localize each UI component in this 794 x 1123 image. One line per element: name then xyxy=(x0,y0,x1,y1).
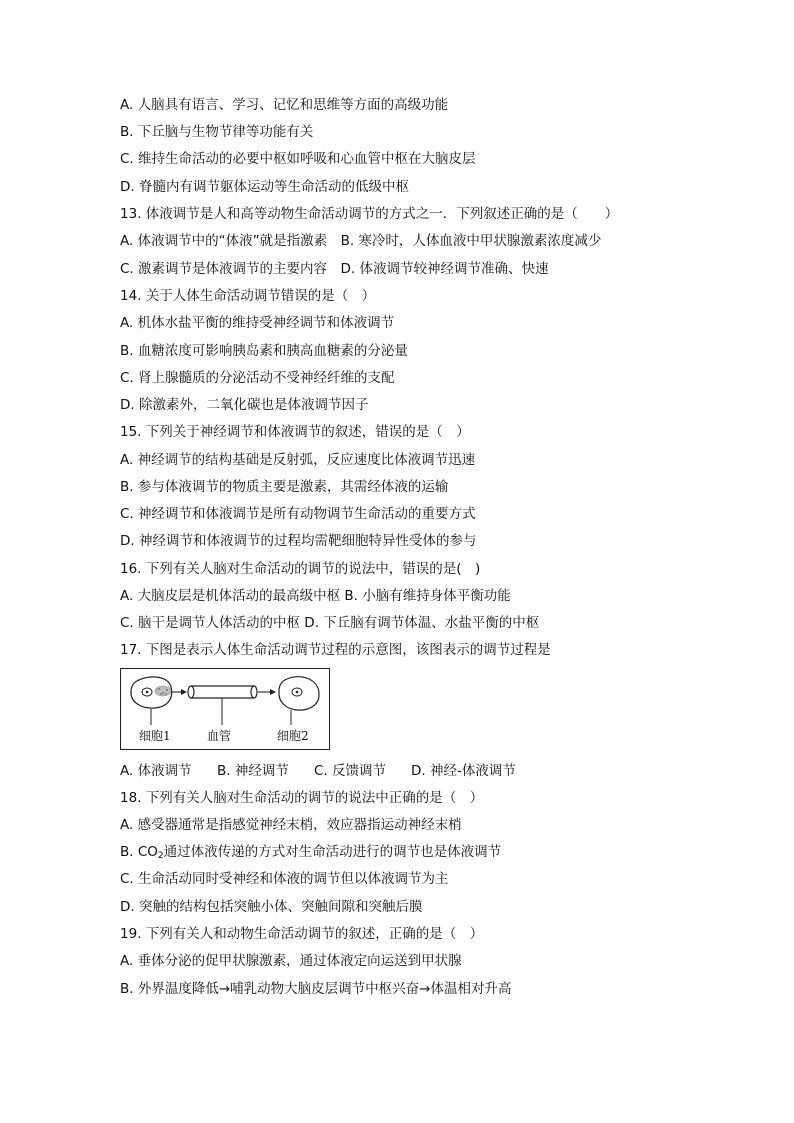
q13-stem: 13. 体液调节是人和高等动物生命活动调节的方式之一．下列叙述正确的是（ ） xyxy=(120,206,619,222)
label-blood-vessel: 血管 xyxy=(207,729,232,743)
q18-option-a: A. 感受器通常是指感觉神经末梢，效应器指运动神经末梢 xyxy=(120,817,462,833)
q15-option-c: C. 神经调节和体液调节是所有动物调节生命活动的重要方式 xyxy=(120,506,476,522)
q17-option-d: D. 神经-体液调节 xyxy=(411,763,516,779)
q14-stem: 14. 关于人体生命活动调节错误的是（ ） xyxy=(120,288,376,304)
q15-option-a: A. 神经调节的结构基础是反射弧，反应速度比体液调节迅速 xyxy=(120,452,476,468)
q18-option-b-prefix: B. CO xyxy=(120,844,158,860)
q17-option-b: B. 神经调节 xyxy=(217,763,289,779)
q15-stem: 15. 下列关于神经调节和体液调节的叙述，错误的是（ ） xyxy=(120,424,470,440)
q12-option-b: B. 下丘脑与生物节律等功能有关 xyxy=(120,124,314,140)
q18-option-d: D. 突触的结构包括突触小体、突触间隙和突触后膜 xyxy=(120,899,423,915)
q16-options-cd: C. 脑干是调节人体活动的中枢 D. 下丘脑有调节体温、水盐平衡的中枢 xyxy=(120,615,540,631)
q14-option-d: D. 除激素外，二氧化碳也是体液调节因子 xyxy=(120,397,369,413)
q19-option-a: A. 垂体分泌的促甲状腺激素，通过体液定向运送到甲状腺 xyxy=(120,953,462,969)
label-cell-1: 细胞1 xyxy=(139,729,171,743)
q12-option-c: C. 维持生命活动的必要中枢如呼吸和心血管中枢在大脑皮层 xyxy=(120,151,476,167)
q19-option-b: B. 外界温度降低→哺乳动物大脑皮层调节中枢兴奋→体温相对升高 xyxy=(120,981,512,997)
q17-stem: 17. 下图是表示人体生命活动调节过程的示意图，该图表示的调节过程是 xyxy=(120,642,551,658)
q19-stem: 19. 下列有关人和动物生命活动调节的叙述，正确的是（ ） xyxy=(120,926,484,942)
q16-stem: 16. 下列有关人脑对生命活动的调节的说法中，错误的是( ) xyxy=(120,561,481,577)
q12-option-d: D. 脊髓内有调节躯体运动等生命活动的低级中枢 xyxy=(120,179,409,195)
q13-options-cd: C. 激素调节是体液调节的主要内容 D. 体液调节较神经调节准确、快速 xyxy=(120,261,549,277)
q14-option-c: C. 肾上腺髓质的分泌活动不受神经纤维的支配 xyxy=(120,370,395,386)
q18-stem: 18. 下列有关人脑对生命活动的调节的说法中正确的是（ ） xyxy=(120,790,484,806)
q17-option-c: C. 反馈调节 xyxy=(314,763,387,779)
regulation-diagram xyxy=(120,668,330,750)
q14-option-b: B. 血糖浓度可影响胰岛素和胰高血糖素的分泌量 xyxy=(120,343,408,359)
q15-option-d: D. 神经调节和体液调节的过程均需靶细胞特异性受体的参与 xyxy=(120,533,477,549)
q15-option-b: B. 参与体液调节的物质主要是激素，其需经体液的运输 xyxy=(120,479,449,495)
cell-2-shape xyxy=(279,677,319,710)
co2-subscript: 2 xyxy=(157,851,164,861)
q16-options-ab: A. 大脑皮层是机体活动的最高级中枢 B. 小脑有维持身体平衡功能 xyxy=(120,588,511,604)
q18-option-c: C. 生命活动同时受神经和体液的调节但以体液调节为主 xyxy=(120,871,449,887)
q18-option-b xyxy=(120,843,501,865)
q18-option-b-rest: 通过体液传递的方式对生命活动进行的调节也是体液调节 xyxy=(163,844,502,860)
label-cell-2: 细胞2 xyxy=(277,729,309,743)
q12-option-a: A. 人脑具有语言、学习、记忆和思维等方面的高级功能 xyxy=(120,97,449,113)
q14-option-a: A. 机体水盐平衡的维持受神经调节和体液调节 xyxy=(120,315,395,331)
q13-options-ab: A. 体液调节中的“体液”就是指激素 B. 寒冷时，人体血液中甲状腺激素浓度减少 xyxy=(120,233,602,249)
q17-option-a: A. 体液调节 xyxy=(120,763,192,779)
secretion-granules xyxy=(155,686,171,696)
